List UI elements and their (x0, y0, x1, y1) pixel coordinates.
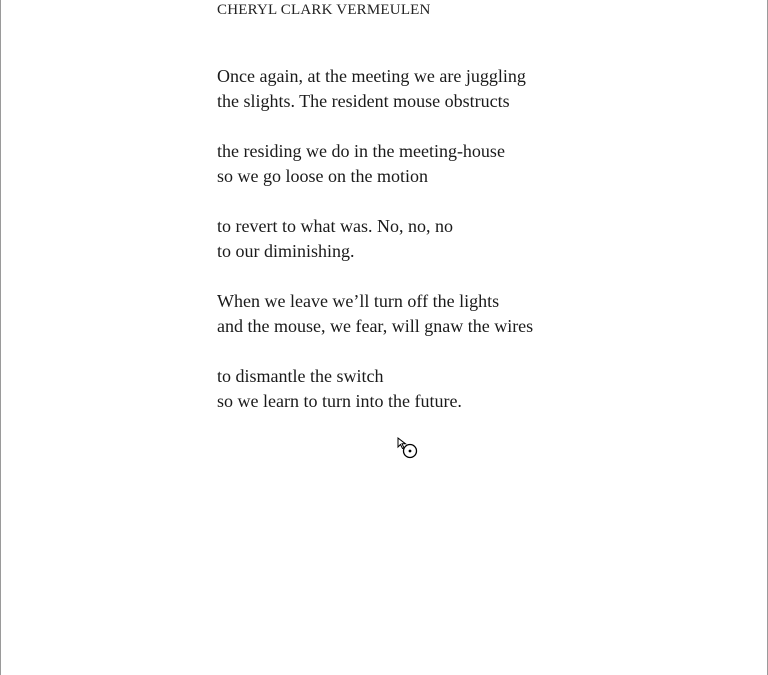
poem-line: so we learn to turn into the future. (217, 391, 462, 411)
poem-line: the residing we do in the meeting-house (217, 141, 505, 161)
poem-line: When we leave we’ll turn off the lights (217, 291, 500, 311)
poem-line: to dismantle the switch (217, 366, 384, 386)
poem-line: Once again, at the meeting we are juggling (217, 66, 526, 86)
stanza (217, 364, 637, 414)
author-name: CHERYL CLARK VERMEULEN (217, 2, 431, 18)
stanza (217, 289, 637, 339)
poem (217, 64, 637, 439)
stanza (217, 139, 637, 189)
poem-line: to revert to what was. No, no, no (217, 216, 453, 236)
poem-line: so we go loose on the motion (217, 166, 428, 186)
poem-line: to our diminishing. (217, 241, 355, 261)
stanza (217, 214, 637, 264)
poem-line: and the mouse, we fear, will gnaw the wires (217, 316, 534, 336)
poem-line: the slights. The resident mouse obstructs (217, 91, 510, 111)
stanza (217, 64, 637, 114)
busy-cursor-icon (396, 436, 420, 462)
